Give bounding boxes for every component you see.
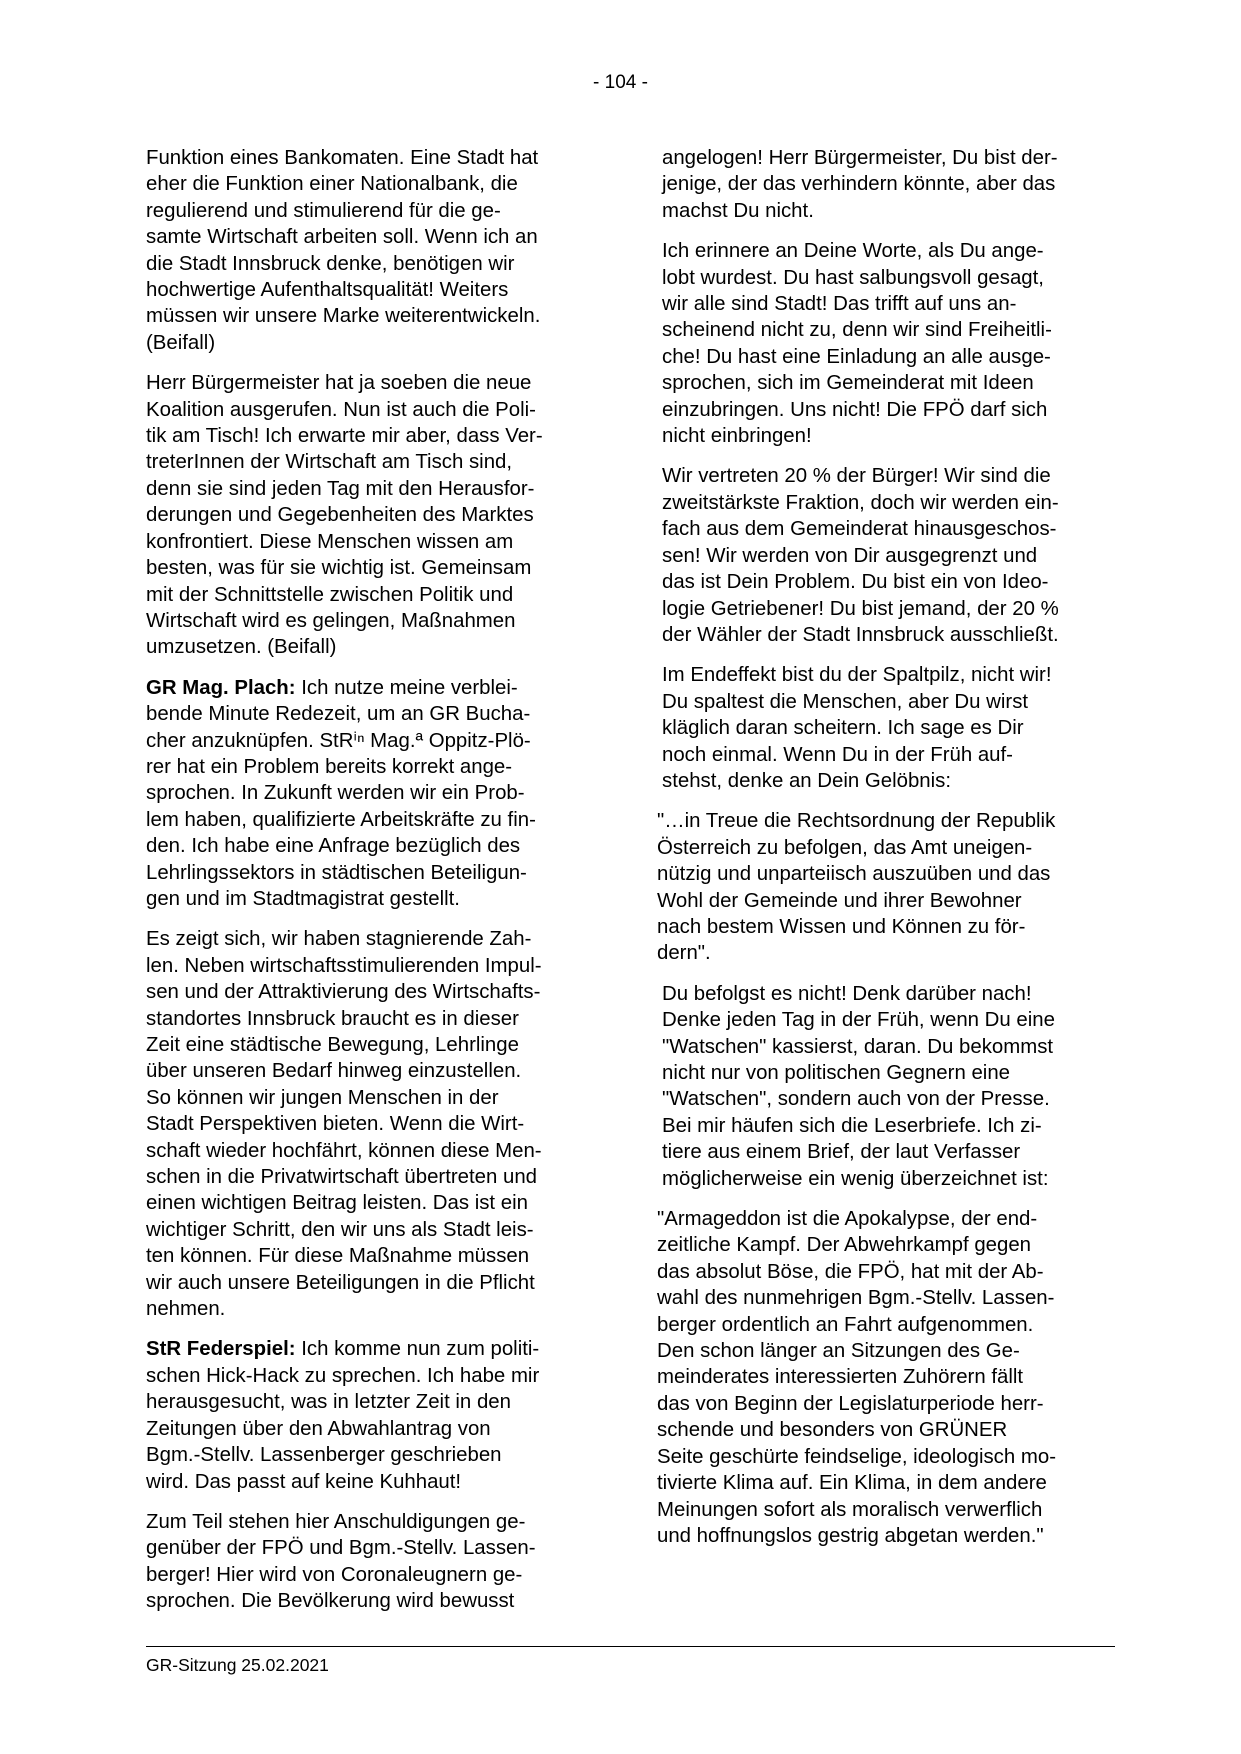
text-line: schen Hick-Hack zu sprechen. Ich habe mir [146,1364,540,1387]
text-line: tik am Tisch! Ich erwarte mir aber, dass Ver- [146,425,543,448]
text-line: GR Mag. Plach: Ich nutze meine verblei- [146,676,518,699]
text-line: sen! Wir werden von Dir ausgegrenzt und [662,544,1038,567]
text-line: denn sie sind jeden Tag mit den Herausfor- [146,477,535,500]
text-line: wahl des nunmehrigen Bgm.-Stellv. Lassen- [657,1287,1055,1310]
text-line: Lehrlingssektors in städtischen Beteiligun- [146,861,527,884]
text-line: scheinend nicht zu, denn wir sind Freiheitli- [662,319,1052,342]
text-line: tivierte Klima auf. Ein Klima, in dem andere [657,1472,1047,1495]
text-line: zweitstärkste Fraktion, doch wir werden ein- [662,491,1059,514]
text-line: das ist Dein Problem. Du bist ein von Ideo- [662,571,1049,594]
paragraph [662,145,1112,224]
text-line: eher die Funktion einer Nationalbank, die [146,173,518,196]
text-line: nicht nur von politischen Gegnern eine [662,1062,1010,1084]
paragraph [146,1509,596,1615]
text-line: che! Du hast eine Einladung an alle ausge- [662,345,1051,368]
text-line: wir auch unsere Beteiligungen in die Pflicht [146,1271,535,1294]
text-line: herausgesucht, was in letzter Zeit in den [146,1391,511,1414]
text-line: gen und im Stadtmagistrat gestellt. [146,887,460,910]
text-line: Wir vertreten 20 % der Bürger! Wir sind die [662,465,1051,488]
text-line: rer hat ein Problem bereits korrekt ange- [146,755,513,778]
text-line: fach aus dem Gemeinderat hinausgeschos- [662,518,1057,541]
text-line: kläglich daran scheitern. Ich sage es Dir [662,717,1024,740]
text-line: nicht einbringen! [662,425,812,448]
paragraph [657,1206,1112,1549]
page-number: - 104 - [593,72,648,93]
text-line: schaft wieder hochfährt, können diese Men- [146,1139,542,1162]
text-line: schen in die Privatwirtschaft übertreten und [146,1166,538,1189]
text-line: tiere aus einem Brief, der laut Verfasser [662,1141,1021,1164]
text-line: die Stadt Innsbruck denke, benötigen wir [146,252,515,275]
text-line: sprochen. In Zukunft werden wir ein Prob- [146,782,525,805]
text-line: genüber der FPÖ und Bgm.-Stellv. Lassen- [146,1537,536,1560]
text-line: das absolut Böse, die FPÖ, hat mit der Ab- [657,1260,1044,1283]
text-line: "Armageddon ist die Apokalypse, der end- [657,1208,1038,1231]
paragraph [662,662,1112,794]
paragraph [146,675,596,913]
text-line: Du spaltest die Menschen, aber Du wirst [662,690,1029,713]
text-line: das von Beginn der Legislaturperiode herr- [657,1392,1044,1415]
text-line: dern". [657,942,711,965]
text-line: Du befolgst es nicht! Denk darüber nach! [662,982,1032,1005]
text-line: Es zeigt sich, wir haben stagnierende Zah- [146,928,532,951]
text-line: Bei mir häufen sich die Leserbriefe. Ich zi- [662,1114,1042,1137]
text-line: "Watschen" kassierst, daran. Du bekommst [662,1035,1054,1058]
paragraph [146,370,596,660]
text-line: besten, was für sie wichtig ist. Gemeinsam [146,557,532,580]
text-line: "…in Treue die Rechtsordnung der Republik [657,810,1056,833]
paragraph [662,981,1112,1192]
text-line: standortes Innsbruck braucht es in dieser [146,1007,519,1030]
text-line: stehst, denke an Dein Gelöbnis: [662,769,952,792]
text-line: jenige, der das verhindern könnte, aber das [662,173,1056,196]
text-line: und hoffnungslos gestrig abgetan werden." [657,1524,1044,1547]
text-line: machst Du nicht. [662,199,814,222]
text-line: Zum Teil stehen hier Anschuldigungen ge- [146,1510,526,1533]
text-line: nach bestem Wissen und Können zu för- [657,915,1026,938]
text-line: logie Getriebener! Du bist jemand, der 20 % [662,597,1059,620]
text-line: einen wichtigen Beitrag leisten. Das ist ein [146,1192,528,1215]
text-line: berger! Hier wird von Coronaleugnern ge- [146,1563,523,1586]
text-line: Bgm.-Stellv. Lassenberger geschrieben [146,1444,502,1467]
text-line: Wohl der Gemeinde und ihrer Bewohner [657,889,1022,912]
text-line: nehmen. [146,1298,226,1321]
speaker-name: GR Mag. Plach: [146,676,296,699]
text-line: Funktion eines Bankomaten. Eine Stadt hat [146,147,539,169]
text-line: Wirtschaft wird es gelingen, Maßnahmen [146,609,516,632]
text-line: berger ordentlich an Fahrt aufgenommen. [657,1313,1034,1336]
text-line: derungen und Gegebenheiten des Marktes [146,504,534,527]
left-column [146,145,596,1629]
text-line: lobt wurdest. Du hast salbungsvoll gesagt, [662,266,1044,289]
text-line: Koalition ausgerufen. Nun ist auch die Poli- [146,398,536,421]
text-line: bende Minute Redezeit, um an GR Bucha- [146,703,531,726]
paragraph [657,808,1112,966]
text-line: Denke jeden Tag in der Früh, wenn Du eine [662,1009,1055,1032]
text-line: (Beifall) [146,331,216,354]
text-line: wir alle sind Stadt! Das trifft auf uns an- [662,293,1017,316]
paragraph [662,463,1112,648]
text-line: So können wir jungen Menschen in der [146,1086,499,1109]
text-line: treterInnen der Wirtschaft am Tisch sind, [146,451,513,474]
text-line: Zeit eine städtische Bewegung, Lehrlinge [146,1034,519,1056]
text-line: wichtiger Schritt, den wir uns als Stadt leis- [146,1218,534,1241]
text-line: samte Wirtschaft arbeiten soll. Wenn ich an [146,226,538,249]
text-line: lem haben, qualifizierte Arbeitskräfte zu fin- [146,808,536,831]
paragraph [662,238,1112,449]
text-line: Zeitungen über den Abwahlantrag von [146,1417,491,1440]
text-line: der Wähler der Stadt Innsbruck ausschließt. [662,623,1059,646]
text-line: meinderates interessierten Zuhörern fällt [657,1366,1024,1389]
text-line: müssen wir unsere Marke weiterentwickeln. [146,305,541,328]
paragraph [146,1336,596,1494]
text-line: Meinungen sofort als moralisch verwerflich [657,1498,1043,1521]
text-line: umzusetzen. (Beifall) [146,636,337,659]
text-line: sprochen, sich im Gemeinderat mit Ideen [662,372,1034,395]
right-column [657,145,1112,1563]
text-line: nützig und unparteiisch auszuüben und das [657,863,1051,886]
text-line: hochwertige Aufenthaltsqualität! Weiters [146,279,509,302]
text-line: wird. Das passt auf keine Kuhhaut! [146,1470,462,1493]
text-line: Ich erinnere an Deine Worte, als Du ange- [662,240,1044,263]
text-line: angelogen! Herr Bürgermeister, Du bist der- [662,147,1058,169]
text-line: Herr Bürgermeister hat ja soeben die neue [146,372,532,395]
footer-divider [146,1646,1115,1647]
text-line: über unseren Bedarf hinweg einzustellen. [146,1060,522,1083]
text-line: schende und besonders von GRÜNER [657,1419,1008,1442]
text-line: cher anzuknüpfen. StRⁱⁿ Mag.ª Oppitz-Plö- [146,729,531,752]
text-line: ten können. Für diese Maßnahme müssen [146,1245,530,1268]
text-line: mit der Schnittstelle zwischen Politik und [146,583,514,606]
text-line: konfrontiert. Diese Menschen wissen am [146,530,514,553]
text-line: "Watschen", sondern auch von der Presse. [662,1088,1050,1111]
text-line: regulierend und stimulierend für die ge- [146,199,501,222]
text-line: sen und der Attraktivierung des Wirtschafts- [146,981,541,1004]
text-line: möglicherweise ein wenig überzeichnet ist: [662,1167,1049,1190]
text-line: noch einmal. Wenn Du in der Früh auf- [662,743,1013,766]
text-line: Österreich zu befolgen, das Amt uneigen- [657,836,1033,859]
text-line: einzubringen. Uns nicht! Die FPÖ darf sich [662,398,1048,421]
text-line: Im Endeffekt bist du der Spaltpilz, nicht wir! [662,664,1052,687]
text-line: len. Neben wirtschaftsstimulierenden Impul- [146,954,542,977]
footer-session-date: GR-Sitzung 25.02.2021 [146,1655,329,1675]
speaker-name: StR Federspiel: [146,1338,296,1361]
text-line: den. Ich habe eine Anfrage bezüglich des [146,835,521,858]
paragraph [146,145,596,356]
text-line: StR Federspiel: Ich komme nun zum politi- [146,1338,540,1361]
text-line: sprochen. Die Bevölkerung wird bewusst [146,1590,515,1613]
text-line: Seite geschürte feindselige, ideologisch mo- [657,1445,1056,1468]
text-line: Stadt Perspektiven bieten. Wenn die Wirt- [146,1113,525,1136]
text-line: Den schon länger an Sitzungen des Ge- [657,1340,1020,1363]
paragraph [146,926,596,1322]
text-line: zeitliche Kampf. Der Abwehrkampf gegen [657,1234,1032,1257]
